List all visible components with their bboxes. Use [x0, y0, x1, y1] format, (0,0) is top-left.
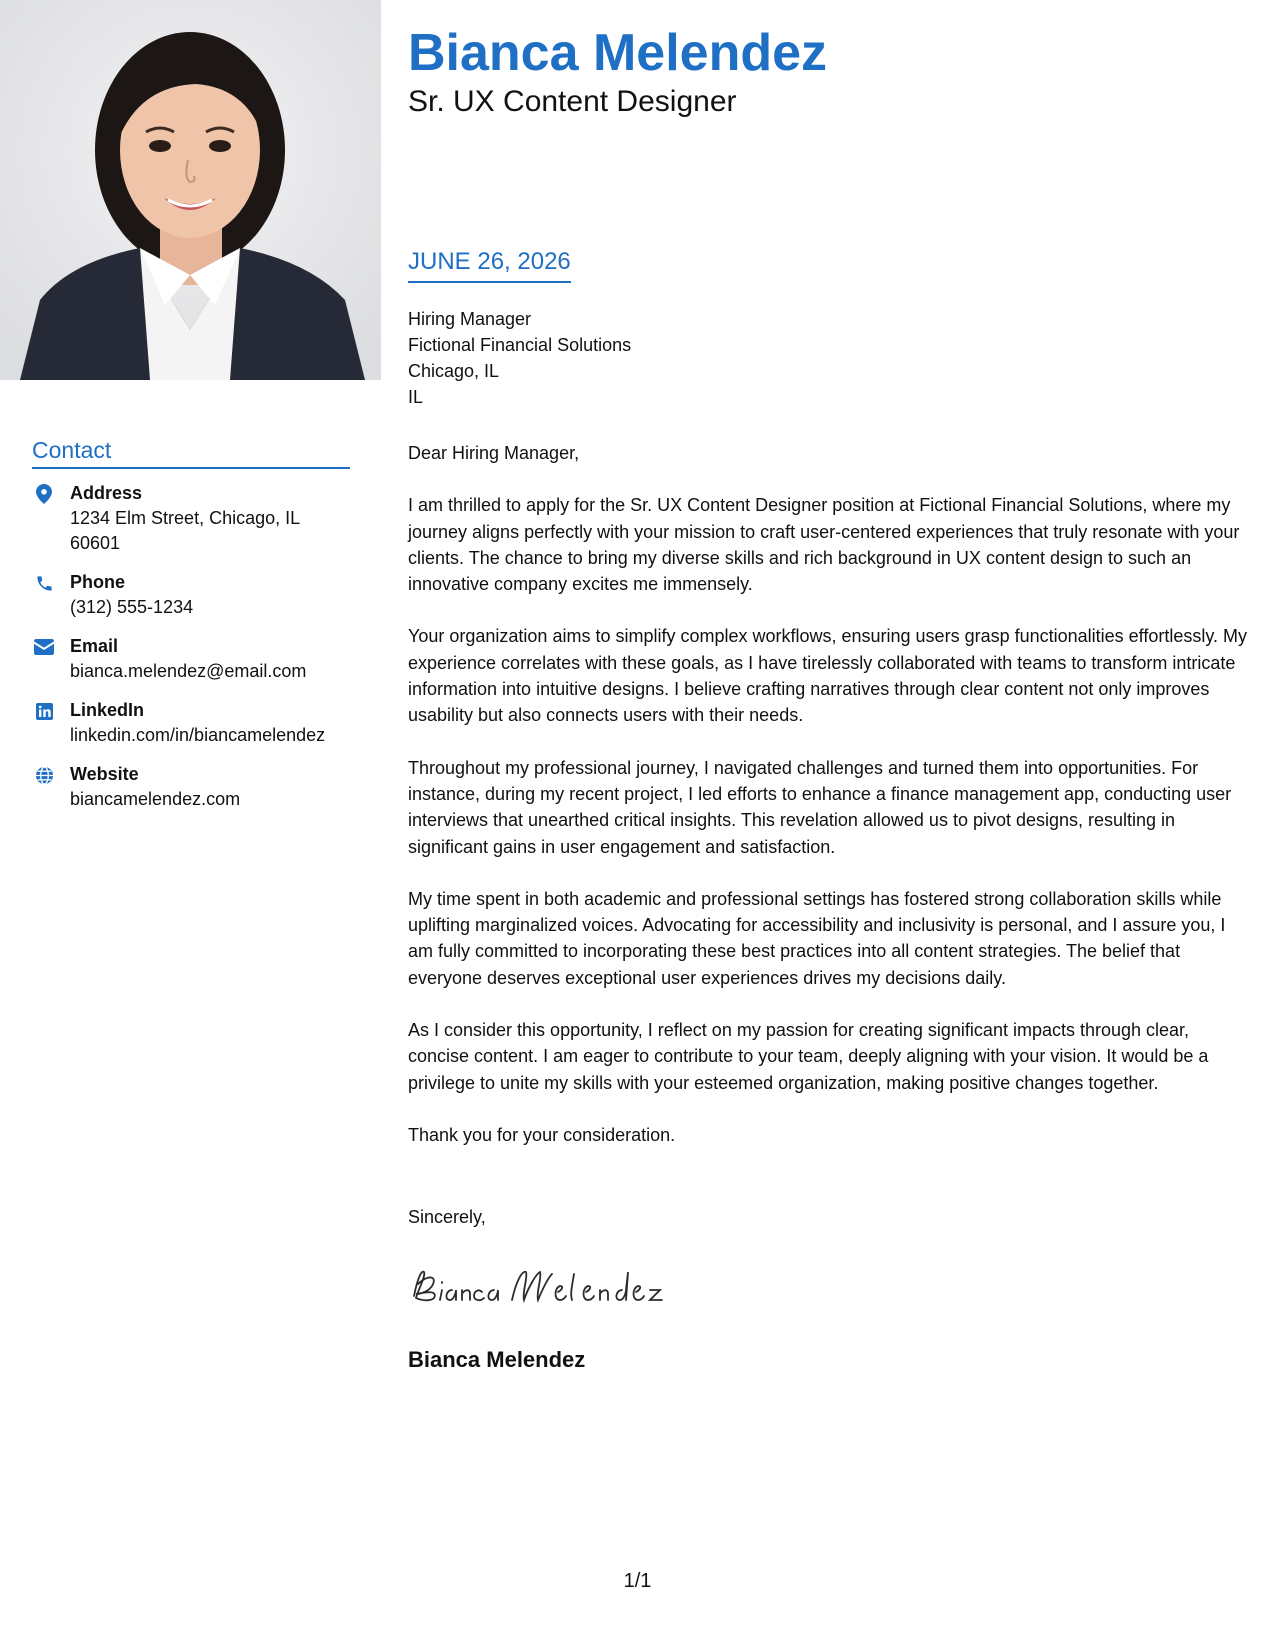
- page-number: 1/1: [623, 1570, 652, 1592]
- recipient-line: IL: [408, 387, 424, 407]
- contact-label-email: Email: [70, 636, 119, 656]
- globe-icon: [34, 765, 54, 785]
- contact-item-phone: [32, 570, 350, 620]
- candidate-name: Bianca Melendez: [408, 24, 828, 82]
- signer-name: Bianca Melendez: [408, 1347, 586, 1372]
- email-value[interactable]: bianca.melendez@email.com: [70, 661, 307, 681]
- phone-value[interactable]: (312) 555-1234: [70, 597, 194, 617]
- contact-label-address: Address: [70, 483, 143, 503]
- contact-item-website: [32, 762, 350, 812]
- address-line-2: 60601: [70, 533, 121, 553]
- letter-paragraph: Your organization aims to simplify complex workflows, ensuring users grasp functionalities effortlessly. My experience correlates with these goals, as I have tirelessly collaborated with teams to transform intricate information into intuitive designs. I believe crafting narratives through clear content not only improves usability but also connects users with their needs.: [408, 626, 1248, 726]
- address-line-1: 1234 Elm Street, Chicago, IL: [70, 508, 301, 528]
- linkedin-icon: [34, 701, 54, 721]
- portrait-illustration: [0, 0, 381, 380]
- contact-section: [32, 436, 350, 826]
- contact-item-address: [32, 481, 350, 556]
- salutation: Dear Hiring Manager,: [408, 443, 580, 463]
- contact-label-website: Website: [70, 764, 139, 784]
- contact-list: [32, 481, 350, 812]
- recipient-line: Chicago, IL: [408, 361, 500, 381]
- map-pin-icon: [34, 484, 54, 504]
- recipient-block: [408, 306, 631, 410]
- closing: Sincerely,: [408, 1207, 486, 1227]
- phone-icon: [34, 573, 54, 593]
- letter-paragraph: My time spent in both academic and professional settings has fostered strong collaboration skills while uplifting marginalized voices. Advocating for accessibility and inclusivity is personal, and I assure you, I am fully committed to incorporating these best practices into all content strategies. The belief that everyone deserves exceptional user experiences drives my decisions daily.: [408, 888, 1226, 988]
- letter-paragraph: Thank you for your consideration.: [408, 1124, 676, 1145]
- letter-paragraph: I am thrilled to apply for the Sr. UX Content Designer position at Fictional Financial Solutions, where my journey aligns perfectly with your mission to craft user-centered experiences that truly resonate with your clients. The chance to bring my diverse skills and rich background in UX content design to such an innovative company excites me immensely.: [408, 495, 1240, 595]
- website-value[interactable]: biancamelendez.com: [70, 789, 241, 809]
- letter-paragraph: As I consider this opportunity, I reflect on my passion for creating significant impacts through clear, concise content. I am eager to contribute to your team, deeply aligning with your vision. It would be a privilege to unite my skills with your esteemed organization, making positive changes together.: [408, 1020, 1209, 1093]
- email-icon: [34, 637, 54, 657]
- letter-date: JUNE 26, 2026: [408, 247, 571, 283]
- letter-body: [408, 440, 1248, 1174]
- contact-label-linkedin: LinkedIn: [70, 700, 145, 720]
- profile-photo: [0, 0, 381, 380]
- letter-paragraph: Throughout my professional journey, I navigated challenges and turned them into opportunities. For instance, during my recent project, I led efforts to enhance a finance management app, conducting user interviews that unearthed critical insights. This revelation allowed us to pivot designs, resulting in significant gains in user engagement and satisfaction.: [408, 757, 1232, 857]
- contact-item-email: [32, 634, 350, 684]
- contact-heading: Contact: [32, 436, 350, 469]
- linkedin-value[interactable]: linkedin.com/in/biancamelendez: [70, 725, 326, 745]
- contact-item-linkedin: [32, 698, 350, 748]
- candidate-job-title: Sr. UX Content Designer: [408, 85, 737, 118]
- recipient-line: Hiring Manager: [408, 309, 532, 329]
- recipient-line: Fictional Financial Solutions: [408, 335, 632, 355]
- contact-label-phone: Phone: [70, 572, 126, 592]
- handwritten-signature: [408, 1262, 670, 1308]
